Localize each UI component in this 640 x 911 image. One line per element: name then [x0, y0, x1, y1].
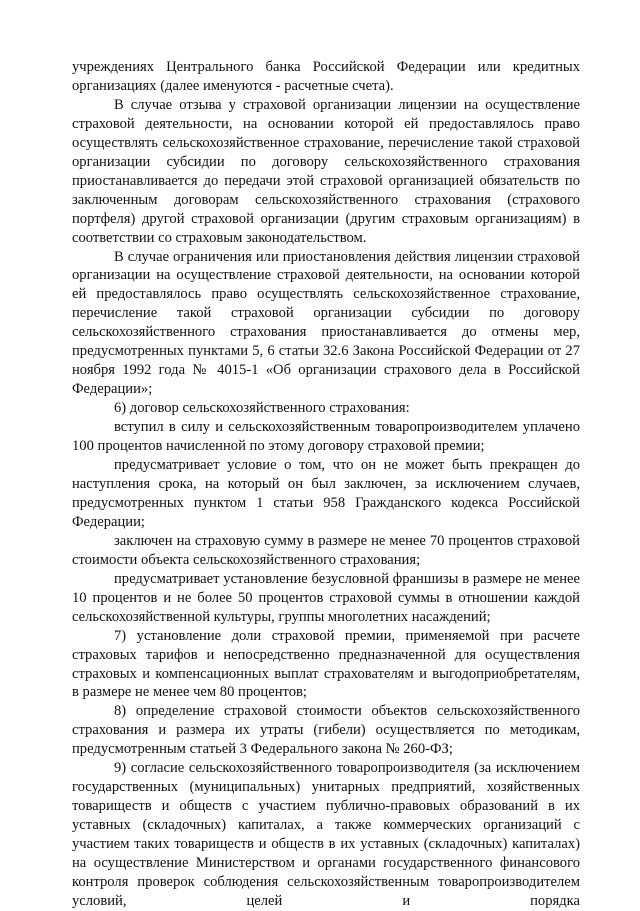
paragraph-settlement-accounts: учреждениях Центрального банка Российской Федерации или кредитных организациях (далее именуются - расчетные счета).: [72, 59, 580, 94]
paragraph-premium-paid: вступил в силу и сельскохозяйственным товаропроизводителем уплачено 100 процентов начисленной по этому договору страховой премии;: [72, 419, 580, 455]
paragraph-deductible: предусматривает установление безусловной франшизы в размере не менее 10 процентов и не более 50 процентов страховой суммы в отношении каждой сельскохозяйственной культуры, группы многолетних насаждений;: [72, 570, 580, 625]
paragraph-termination-condition: предусматривает условие о том, что он не может быть прекращен до наступления срока, на который он был заключен, за исключением случаев, предусмотренных пунктом 1 статьи 958 Гражданского кодекса Российской Федерации;: [72, 457, 580, 530]
paragraph-insured-sum: заключен на страховую сумму в размере не менее 70 процентов страховой стоимости объекта сельскохозяйственного страхования;: [72, 532, 580, 568]
paragraph-license-restriction: В случае ограничения или приостановления действия лицензии страховой организации на осуществление страховой деятельности, на основании которой ей предоставлялось право осуществлять сельскохозяйственное страхование, перечисление такой страховой организации субсидии по договору сельскохозяйственного страхования приостанавливается до отмены мер, предусмотренных пунктами 5, 6 статьи 32.6 Закона Российской Федерации от 27 ноября 1992 года № 4015-1 «Об организации страхового дела в Российской Федерации»;: [72, 248, 580, 398]
document-page: [72, 58, 580, 911]
paragraph-item-9: 9) согласие сельскохозяйственного товаропроизводителя (за исключением государственных (муниципальных) унитарных предприятий, хозяйственных товариществ и обществ с участием публично-правовых образований в их уставных (складочных) капиталах, а также коммерческих организаций с участием таких товариществ и обществ в их уставных (складочных) капиталах) на осуществление Министерством и органами государственного финансового контроля проверок соблюдения сельскохозяйственным товаропроизводителем условий, целей и порядка: [72, 760, 580, 909]
paragraph-license-revocation: В случае отзыва у страховой организации лицензии на осуществление страховой деятельности, на основании которой ей предоставлялось право осуществлять сельскохозяйственное страхование, перечисление такой страховой организации субсидии по договору сельскохозяйственного страхования приостанавливается до передачи этой страховой организацией обязательств по заключенным договорам сельскохозяйственного страхования (страхового портфеля) другой страховой организации (другим страховым организациям) в соответствии со страховым законодательством.: [72, 96, 580, 246]
paragraph-item-8: 8) определение страховой стоимости объектов сельскохозяйственного страхования и размера их утраты (гибели) осуществляется по методикам, предусмотренным статьей 3 Федерального закона № 260-ФЗ;: [72, 703, 580, 758]
paragraph-item-6-heading: 6) договор сельскохозяйственного страхования:: [114, 400, 410, 417]
paragraph-item-7: 7) установление доли страховой премии, применяемой при расчете страховых тарифов и непосредственно предназначенной для осуществления страховых и компенсационных выплат страхователям и выгодоприобретателям, в размере не менее чем 80 процентов;: [72, 627, 580, 701]
